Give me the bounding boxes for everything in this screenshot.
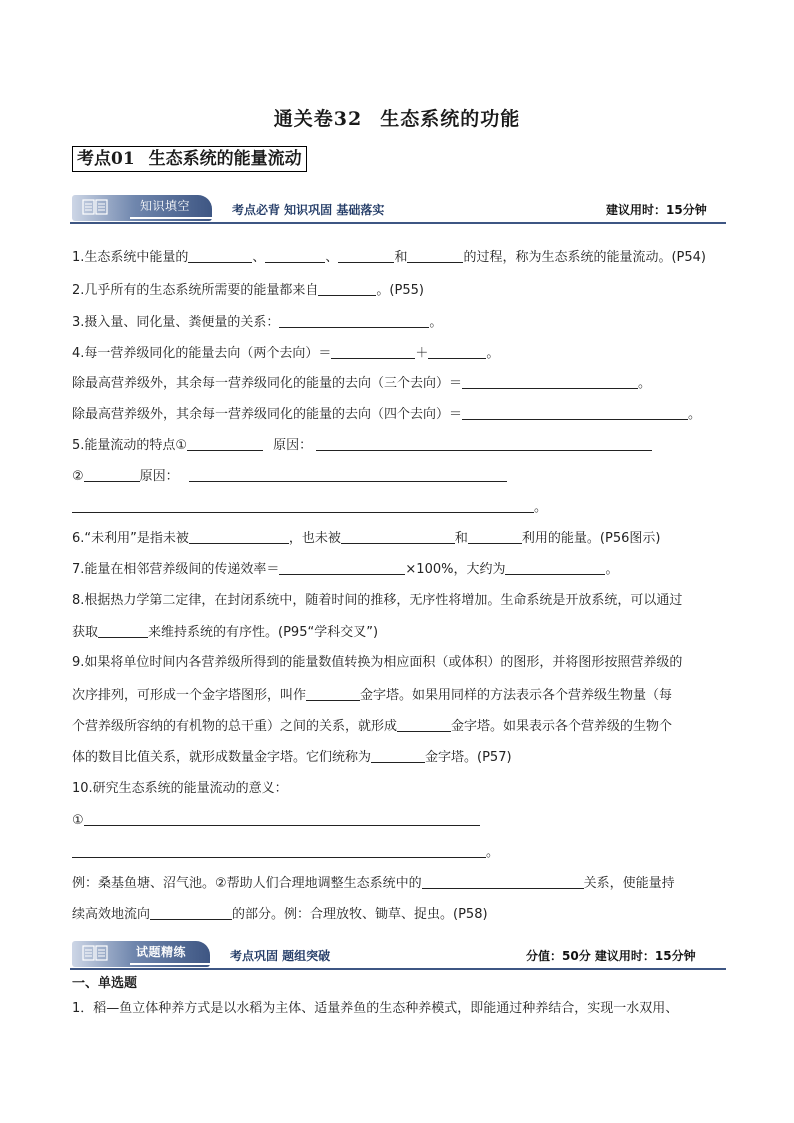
question-9-line3: 个营养级所容纳的有机物的总干重）之间的关系，就形成 金字塔。如果表示各个营养级的生物个 <box>72 719 673 734</box>
answer-blank[interactable] <box>265 248 325 263</box>
band-subtitle: 考点巩固 题组突破 <box>230 949 331 963</box>
tab-underline <box>130 217 214 219</box>
answer-blank[interactable] <box>306 686 360 701</box>
question-10-line4: 例：桑基鱼塘、沼气池。②帮助人们合理地调整生态系统中的 关系，使能量持 <box>72 876 675 891</box>
answer-blank[interactable] <box>72 498 534 513</box>
tab-underline <box>130 963 214 965</box>
band-rule <box>70 222 726 224</box>
question-5b: ② 原因： <box>72 467 507 486</box>
suggested-time: 建议用时：15分钟 <box>606 203 707 217</box>
question-2: 2.几乎所有的生态系统所需要的能量都来自 。(P55) <box>72 283 424 298</box>
practice-tab-label: 试题精练 <box>136 945 187 959</box>
answer-blank[interactable] <box>331 344 415 359</box>
answer-blank[interactable] <box>279 560 405 575</box>
question-4b: 除最高营养级外，其余每一营养级同化的能量的去向（三个去向）＝ 。 <box>72 376 652 391</box>
answer-blank[interactable] <box>318 281 376 296</box>
question-5c: 。 <box>72 498 547 517</box>
answer-blank[interactable] <box>505 560 605 575</box>
question-9: 9.如果将单位时间内各营养级所得到的能量数值转换为相应面积（或体积）的图形，并将图形按照营养级的 <box>72 655 683 670</box>
question-10-line5: 续高效地流向 的部分。例：合理放牧、锄草、捉虫。(P58) <box>72 907 488 922</box>
question-10-line2: ① <box>72 811 480 830</box>
answer-blank[interactable] <box>468 529 522 544</box>
answer-blank[interactable] <box>188 248 252 263</box>
practice-band <box>70 939 726 969</box>
title-part1: 通关卷32 <box>273 108 363 130</box>
question-4: 4.每一营养级同化的能量去向（两个去向）＝ ＋ 。 <box>72 346 500 361</box>
band-subtitle: 考点必背 知识巩固 基础落实 <box>232 203 385 217</box>
knowledge-band <box>70 193 726 223</box>
section-heading: 一、单选题 <box>72 976 138 991</box>
question-10: 10.研究生态系统的能量流动的意义： <box>72 781 288 796</box>
question-3: 3.摄入量、同化量、粪便量的关系： 。 <box>72 315 443 330</box>
answer-blank[interactable] <box>316 436 652 451</box>
question-9-line4: 体的数目比值关系，就形成数量金字塔。它们统称为 金字塔。(P57) <box>72 750 512 765</box>
band-rule <box>70 968 726 970</box>
answer-blank[interactable] <box>187 436 263 451</box>
book-icon <box>82 199 108 215</box>
question-1: 1.生态系统中能量的 、 、 和 的过程，称为生态系统的能量流动。(P54) <box>72 250 706 265</box>
answer-blank[interactable] <box>84 811 480 826</box>
question-4c: 除最高营养级外，其余每一营养级同化的能量的去向（四个去向）＝ 。 <box>72 407 702 422</box>
question-9-line2: 次序排列，可形成一个金字塔图形，叫作 金字塔。如果用同样的方法表示各个营养级生物量（每 <box>72 688 673 703</box>
question-7: 7.能量在相邻营养级间的传递效率＝ ×100%，大约为 。 <box>72 562 619 577</box>
answer-blank[interactable] <box>338 248 394 263</box>
answer-blank[interactable] <box>407 248 463 263</box>
title-part2: 生态系统的功能 <box>380 108 521 130</box>
book-icon <box>82 945 108 961</box>
answer-blank[interactable] <box>279 313 429 328</box>
topic-number: 考点01 <box>77 149 135 169</box>
answer-blank[interactable] <box>462 374 638 389</box>
answer-blank[interactable] <box>341 529 455 544</box>
question-10-line3: 。 <box>72 843 499 862</box>
answer-blank[interactable] <box>371 748 425 763</box>
answer-blank[interactable] <box>462 405 688 420</box>
knowledge-tab-label: 知识填空 <box>140 199 191 213</box>
answer-blank[interactable] <box>428 344 486 359</box>
answer-blank[interactable] <box>84 467 140 482</box>
question-5: 5.能量流动的特点① 原因： <box>72 436 652 455</box>
topic-name: 生态系统的能量流动 <box>148 149 302 169</box>
page-title <box>0 104 794 131</box>
answer-blank[interactable] <box>150 905 232 920</box>
topic-heading <box>72 146 307 172</box>
answer-blank[interactable] <box>72 843 486 858</box>
question-8-line2: 获取 来维持系统的有序性。(P95“学科交叉”) <box>72 625 379 640</box>
answer-blank[interactable] <box>397 717 451 732</box>
practice-question-1: 1．稻—鱼立体种养方式是以水稻为主体、适量养鱼的生态种养模式，即能通过种养结合，实现一水双用、 <box>72 1001 679 1016</box>
answer-blank[interactable] <box>422 874 584 889</box>
answer-blank[interactable] <box>98 623 148 638</box>
answer-blank[interactable] <box>189 529 289 544</box>
question-6: 6.“未利用”是指未被 ，也未被 和 利用的能量。(P56图示) <box>72 531 661 546</box>
answer-blank[interactable] <box>189 467 507 482</box>
score-and-time: 分值：50分 建议用时：15分钟 <box>526 949 696 963</box>
question-8: 8.根据热力学第二定律，在封闭系统中，随着时间的推移，无序性将增加。生命系统是开放系统，可以通过 <box>72 593 683 608</box>
